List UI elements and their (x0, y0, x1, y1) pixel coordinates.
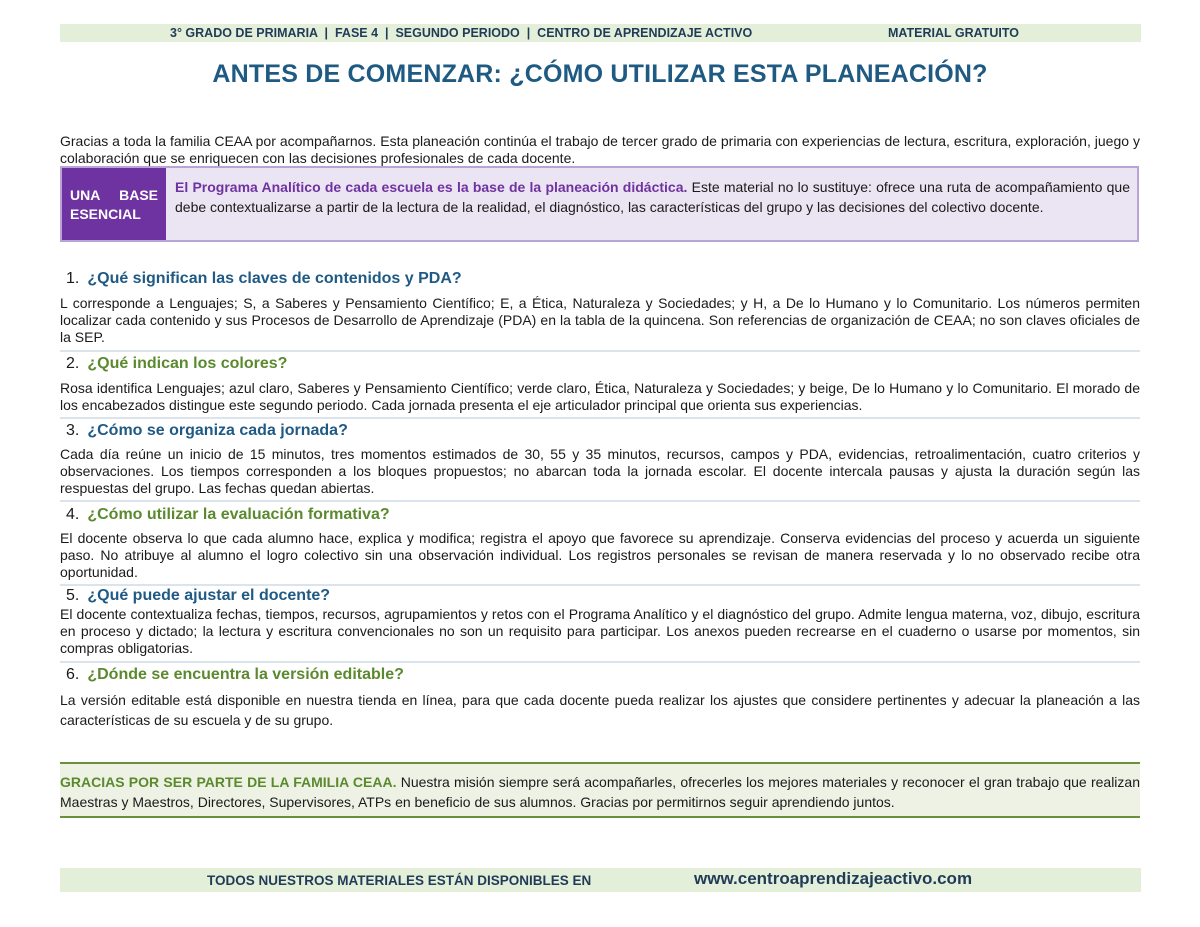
section-3-question (66, 422, 348, 440)
section-6-answer: La versión editable está disponible en nuestra tienda en línea, para que cada docente pueda realizar los ajustes que considere pertinentes y adecuar la planeación a las características de su escuela y de su grupo. (60, 692, 1140, 728)
callout-text (175, 177, 1130, 217)
page-title: ANTES DE COMENZAR: ¿CÓMO UTILIZAR ESTA PLANEACIÓN? (212, 60, 988, 88)
footer-label: TODOS NUESTROS MATERIALES ESTÁN DISPONIBLES EN (207, 873, 592, 888)
callout-tag (62, 168, 166, 240)
intro-paragraph: Gracias a toda la familia CEAA por acompañarnos. Esta planeación continúa el trabajo de tercer grado de primaria con experiencias de lectura, escritura, exploración, juego y colaboración que se enriquecen con las decisiones profesionales de cada docente. (60, 133, 1140, 166)
section-3-number: 3. (66, 422, 80, 439)
section-3-title: ¿Cómo se organiza cada jornada? (87, 422, 348, 439)
callout-strong: El Programa Analítico de cada escuela es la base de la planeación didáctica. (175, 179, 688, 195)
essential-base-callout (60, 166, 1139, 242)
section-1-title: ¿Qué significan las claves de contenidos y PDA? (87, 270, 462, 287)
divider (60, 500, 1140, 502)
section-4-title: ¿Cómo utilizar la evaluación formativa? (87, 506, 390, 523)
section-5-question (66, 587, 330, 605)
thanks-box (60, 762, 1140, 818)
callout-tag-line2: ESENCIAL (70, 206, 141, 222)
section-1-question (66, 270, 462, 288)
top-header-bar (60, 24, 1141, 42)
callout-tag-line1: UNA BASE (70, 187, 158, 203)
thanks-strong: GRACIAS POR SER PARTE DE LA FAMILIA CEAA. (60, 774, 397, 790)
section-1-answer: L corresponde a Lenguajes; S, a Saberes y Pensamiento Científico; E, a Ética, Naturaleza y Sociedades; y H, a De lo Humano y lo Comunitario. Los números permiten localizar cada contenido y sus Procesos de Desarrollo de Aprendizaje (PDA) en la tabla de la quincena. Son referencias de organización de CEAA; no son claves oficiales de la SEP. (60, 295, 1140, 345)
section-5-answer: El docente contextualiza fechas, tiempos, recursos, agrupamientos y retos con el Programa Analítico y el diagnóstico del grupo. Admite lengua materna, voz, dibujo, escritura en proceso y dictado; la lectura y escritura convencionales no son un requisito para participar. Los anexos pueden recrearse en el cuaderno o usarse por momentos, sin compras obligatorias. (60, 606, 1140, 656)
divider (60, 661, 1140, 663)
section-2-title: ¿Qué indican los colores? (87, 355, 288, 372)
section-6-number: 6. (66, 666, 80, 683)
section-5-number: 5. (66, 587, 80, 604)
section-3-answer: Cada día reúne un inicio de 15 minutos, tres momentos estimados de 30, 55 y 35 minutos, recursos, campos y PDA, evidencias, retroalimentación, cuatro criterios y observaciones. Los tiempos corresponden a los bloques propuestos; no abarcan toda la jornada escolar. El docente intercala pausas y ajusta la duración según las respuestas del grupo. Las fechas quedan abiertas. (60, 446, 1140, 496)
section-4-number: 4. (66, 506, 80, 523)
header-info: 3° GRADO DE PRIMARIA | FASE 4 | SEGUNDO PERIODO | CENTRO DE APRENDIZAJE ACTIVO (170, 26, 753, 40)
divider (60, 584, 1140, 586)
free-material-badge: MATERIAL GRATUITO (888, 26, 1020, 40)
website-link[interactable]: www.centroaprendizajeactivo.com (694, 869, 973, 888)
section-6-title: ¿Dónde se encuentra la versión editable? (87, 666, 404, 683)
section-2-question (66, 355, 287, 373)
footer-bar (60, 868, 1141, 892)
section-5-title: ¿Qué puede ajustar el docente? (87, 587, 331, 604)
section-4-answer: El docente observa lo que cada alumno hace, explica y modifica; registra el apoyo que favorece su aprendizaje. Conserva evidencias del proceso y acuerda un siguiente paso. No atribuye al alumno el logro colectivo sin una observación individual. Los registros personales se revisan de manera reservada y lo no observado recibe otra oportunidad. (60, 530, 1140, 580)
section-2-answer: Rosa identifica Lenguajes; azul claro, Saberes y Pensamiento Científico; verde claro, Ética, Naturaleza y Sociedades; y beige, De lo Humano y lo Comunitario. El morado de los encabezados distingue este segundo periodo. Cada jornada presenta el eje articulador principal que orienta sus experiencias. (60, 380, 1140, 413)
divider (60, 350, 1140, 352)
callout-body: Este material no lo sustituye: ofrece una ruta de acompañamiento que debe contextualizarse a partir de la lectura de la realidad, el diagnóstico, las características del grupo y las decisiones del colectivo docente. (175, 179, 1130, 215)
divider (60, 417, 1140, 419)
section-1-number: 1. (66, 270, 80, 287)
section-4-question (66, 506, 390, 524)
thanks-body: Nuestra misión siempre será acompañarles, ofrecerles los mejores materiales y reconocer el gran trabajo que realizan Maestras y Maestros, Directores, Supervisores, ATPs en beneficio de sus alumnos. Gracias por permitirnos seguir aprendiendo juntos. (60, 774, 1140, 810)
section-2-number: 2. (66, 355, 80, 372)
section-6-question (66, 666, 404, 684)
